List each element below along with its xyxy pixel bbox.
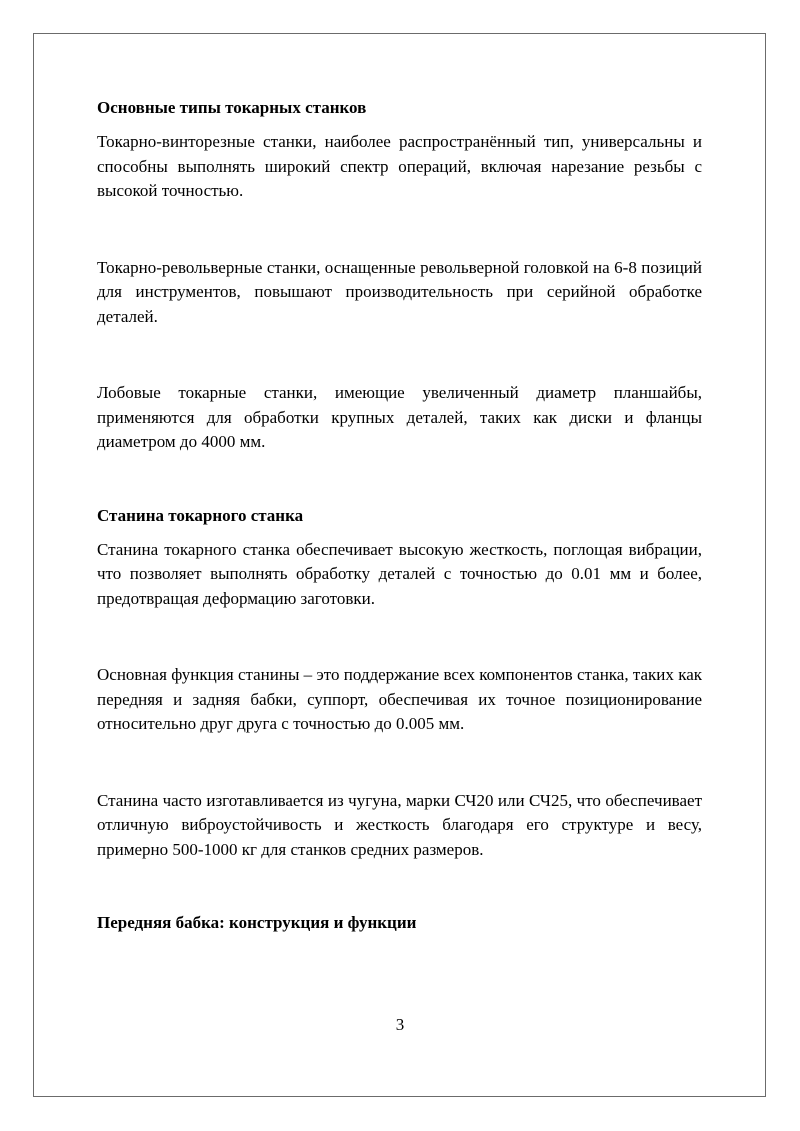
paragraph-facing-lathes: Лобовые токарные станки, имеющие увеличенный диаметр планшайбы, применяются для обработки крупных деталей, таких как диски и фланцы диаметром до 4000 мм. <box>97 383 702 451</box>
paragraph-bed-function: Основная функция станины – это поддержание всех компонентов станка, таких как передняя и задняя бабки, суппорт, обеспечивая их точное позиционирование относительно друг друга с точностью до 0.005 мм. <box>97 665 702 733</box>
page-number: 3 <box>395 1015 405 1034</box>
paragraph-bed-material: Станина часто изготавливается из чугуна, марки СЧ20 или СЧ25, что обеспечивает отличную виброустойчивость и жесткость благодаря его структуре и весу, примерно 500-1000 кг для станков средних размеров. <box>97 790 702 859</box>
section-heading-headstock: Передняя бабка: конструкция и функции <box>97 913 417 932</box>
page-content <box>97 96 702 945</box>
section-heading-lathe-types: Основные типы токарных станков <box>97 98 367 117</box>
paragraph-bed-rigidity: Станина токарного станка обеспечивает высокую жесткость, поглощая вибрации, что позволяет выполнять обработку деталей с точностью до 0.01 мм и более, предотвращая деформацию заготовки. <box>97 539 702 608</box>
paragraph-turret-lathes: Токарно-револьверные станки, оснащенные револьверной головкой на 6-8 позиций для инструментов, повышают производительность при серийной обработке деталей. <box>97 257 702 326</box>
paragraph-screw-cutting-lathes: Токарно-винторезные станки, наиболее распространённый тип, универсальны и способны выполнять широкий спектр операций, включая нарезание резьбы с высокой точностью. <box>97 132 702 200</box>
section-heading-lathe-bed: Станина токарного станка <box>97 505 304 525</box>
